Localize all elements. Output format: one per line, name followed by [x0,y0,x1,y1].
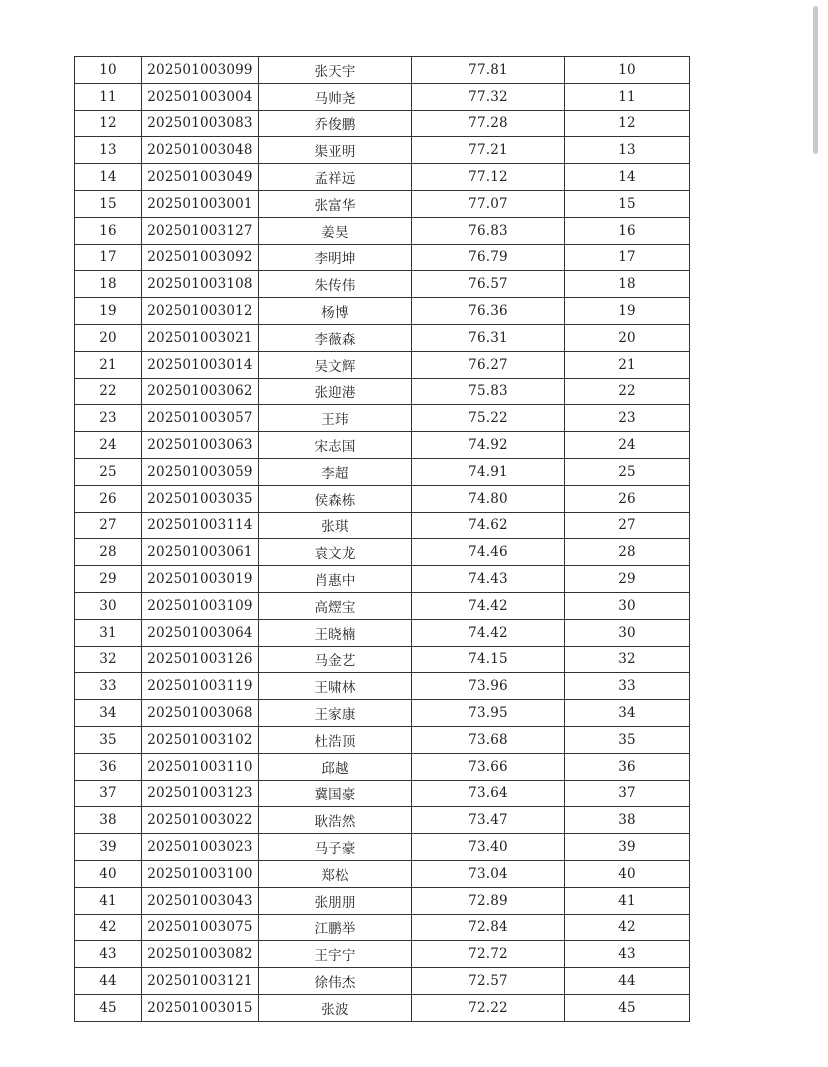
cell-rank: 36 [565,753,690,780]
cell-seq: 14 [75,164,142,191]
cell-rank: 13 [565,137,690,164]
cell-rank: 25 [565,458,690,485]
cell-seq: 27 [75,512,142,539]
cell-rank: 37 [565,780,690,807]
table-row [75,378,690,405]
scrollbar-thumb[interactable] [813,6,818,154]
cell-seq: 17 [75,244,142,271]
cell-seq: 11 [75,83,142,110]
cell-seq: 42 [75,914,142,941]
cell-rank: 19 [565,298,690,325]
cell-score: 72.84 [412,914,565,941]
cell-name: 张天宇 [259,57,412,84]
cell-rank: 44 [565,968,690,995]
cell-score: 77.12 [412,164,565,191]
cell-score: 74.91 [412,458,565,485]
cell-score: 76.31 [412,324,565,351]
cell-rank: 45 [565,994,690,1021]
cell-name: 袁文龙 [259,539,412,566]
cell-score: 73.66 [412,753,565,780]
table-row [75,834,690,861]
cell-seq: 36 [75,753,142,780]
cell-seq: 34 [75,700,142,727]
cell-rank: 29 [565,566,690,593]
cell-seq: 20 [75,324,142,351]
cell-rank: 39 [565,834,690,861]
cell-exam-id: 202501003012 [142,298,259,325]
cell-exam-id: 202501003126 [142,646,259,673]
table-row [75,968,690,995]
cell-rank: 21 [565,351,690,378]
cell-seq: 12 [75,110,142,137]
cell-exam-id: 202501003015 [142,994,259,1021]
cell-exam-id: 202501003022 [142,807,259,834]
table-row [75,271,690,298]
cell-name: 张富华 [259,190,412,217]
cell-rank: 40 [565,860,690,887]
cell-score: 74.15 [412,646,565,673]
cell-name: 高熤宝 [259,592,412,619]
cell-seq: 40 [75,860,142,887]
cell-exam-id: 202501003075 [142,914,259,941]
cell-score: 77.07 [412,190,565,217]
cell-score: 75.22 [412,405,565,432]
cell-score: 72.89 [412,887,565,914]
cell-seq: 22 [75,378,142,405]
cell-rank: 10 [565,57,690,84]
cell-name: 邱越 [259,753,412,780]
cell-score: 74.42 [412,619,565,646]
table-row [75,190,690,217]
table-row [75,807,690,834]
table-row [75,432,690,459]
table-row [75,298,690,325]
cell-score: 75.83 [412,378,565,405]
table-row [75,137,690,164]
cell-seq: 37 [75,780,142,807]
table-row [75,780,690,807]
cell-seq: 30 [75,592,142,619]
cell-seq: 32 [75,646,142,673]
cell-rank: 23 [565,405,690,432]
cell-seq: 18 [75,271,142,298]
cell-rank: 38 [565,807,690,834]
cell-score: 73.47 [412,807,565,834]
cell-seq: 13 [75,137,142,164]
cell-name: 王家康 [259,700,412,727]
table-row [75,646,690,673]
cell-score: 73.95 [412,700,565,727]
cell-exam-id: 202501003064 [142,619,259,646]
cell-seq: 38 [75,807,142,834]
cell-rank: 33 [565,673,690,700]
cell-exam-id: 202501003043 [142,887,259,914]
cell-seq: 44 [75,968,142,995]
cell-score: 74.80 [412,485,565,512]
table-row [75,592,690,619]
table-row [75,726,690,753]
cell-seq: 26 [75,485,142,512]
table-row [75,351,690,378]
cell-exam-id: 202501003023 [142,834,259,861]
cell-name: 张朋朋 [259,887,412,914]
cell-name: 张波 [259,994,412,1021]
cell-score: 73.64 [412,780,565,807]
cell-rank: 22 [565,378,690,405]
cell-seq: 39 [75,834,142,861]
cell-name: 冀国豪 [259,780,412,807]
table-row [75,83,690,110]
table-row [75,700,690,727]
cell-rank: 20 [565,324,690,351]
cell-name: 李明坤 [259,244,412,271]
table-row [75,244,690,271]
cell-exam-id: 202501003099 [142,57,259,84]
cell-seq: 19 [75,298,142,325]
cell-rank: 41 [565,887,690,914]
table-row [75,673,690,700]
cell-exam-id: 202501003068 [142,700,259,727]
cell-exam-id: 202501003014 [142,351,259,378]
table-row [75,458,690,485]
cell-exam-id: 202501003110 [142,753,259,780]
cell-score: 76.79 [412,244,565,271]
cell-exam-id: 202501003019 [142,566,259,593]
scrollbar-track[interactable] [818,0,824,1067]
cell-name: 杜浩顶 [259,726,412,753]
table-row [75,914,690,941]
cell-score: 76.36 [412,298,565,325]
table-row [75,57,690,84]
cell-name: 李超 [259,458,412,485]
cell-score: 74.62 [412,512,565,539]
cell-rank: 11 [565,83,690,110]
cell-rank: 30 [565,592,690,619]
table-row [75,994,690,1021]
cell-score: 77.32 [412,83,565,110]
cell-score: 73.40 [412,834,565,861]
cell-name: 姜昊 [259,217,412,244]
cell-rank: 43 [565,941,690,968]
cell-exam-id: 202501003059 [142,458,259,485]
cell-score: 73.68 [412,726,565,753]
cell-score: 74.92 [412,432,565,459]
cell-score: 74.43 [412,566,565,593]
table-row [75,405,690,432]
cell-score: 72.57 [412,968,565,995]
cell-score: 72.72 [412,941,565,968]
cell-seq: 23 [75,405,142,432]
table-row [75,941,690,968]
cell-score: 74.46 [412,539,565,566]
cell-name: 马金艺 [259,646,412,673]
cell-seq: 21 [75,351,142,378]
cell-name: 吴文辉 [259,351,412,378]
cell-exam-id: 202501003082 [142,941,259,968]
cell-exam-id: 202501003109 [142,592,259,619]
cell-rank: 14 [565,164,690,191]
cell-rank: 30 [565,619,690,646]
cell-exam-id: 202501003100 [142,860,259,887]
cell-exam-id: 202501003108 [142,271,259,298]
cell-exam-id: 202501003021 [142,324,259,351]
cell-exam-id: 202501003123 [142,780,259,807]
cell-rank: 32 [565,646,690,673]
cell-name: 李薇森 [259,324,412,351]
cell-seq: 28 [75,539,142,566]
cell-rank: 24 [565,432,690,459]
cell-name: 肖惠中 [259,566,412,593]
cell-seq: 10 [75,57,142,84]
cell-score: 76.83 [412,217,565,244]
cell-name: 马子豪 [259,834,412,861]
cell-name: 耿浩然 [259,807,412,834]
cell-score: 73.96 [412,673,565,700]
cell-rank: 28 [565,539,690,566]
cell-seq: 16 [75,217,142,244]
score-table-body [75,57,690,1022]
cell-exam-id: 202501003061 [142,539,259,566]
cell-exam-id: 202501003049 [142,164,259,191]
cell-score: 76.27 [412,351,565,378]
cell-score: 77.21 [412,137,565,164]
cell-exam-id: 202501003083 [142,110,259,137]
score-table [74,56,690,1022]
cell-score: 77.81 [412,57,565,84]
cell-rank: 16 [565,217,690,244]
cell-score: 76.57 [412,271,565,298]
cell-seq: 24 [75,432,142,459]
cell-exam-id: 202501003119 [142,673,259,700]
cell-score: 73.04 [412,860,565,887]
cell-name: 王宇宁 [259,941,412,968]
table-row [75,485,690,512]
table-row [75,110,690,137]
cell-name: 乔俊鹏 [259,110,412,137]
cell-exam-id: 202501003092 [142,244,259,271]
cell-name: 郑松 [259,860,412,887]
cell-exam-id: 202501003121 [142,968,259,995]
cell-rank: 42 [565,914,690,941]
cell-rank: 17 [565,244,690,271]
table-row [75,619,690,646]
cell-rank: 27 [565,512,690,539]
cell-name: 江鹏举 [259,914,412,941]
cell-seq: 25 [75,458,142,485]
cell-exam-id: 202501003102 [142,726,259,753]
cell-name: 张迎港 [259,378,412,405]
table-row [75,512,690,539]
cell-seq: 45 [75,994,142,1021]
cell-exam-id: 202501003114 [142,512,259,539]
table-row [75,217,690,244]
cell-name: 宋志国 [259,432,412,459]
cell-seq: 43 [75,941,142,968]
cell-name: 孟祥远 [259,164,412,191]
cell-seq: 41 [75,887,142,914]
cell-name: 王晓楠 [259,619,412,646]
table-row [75,753,690,780]
cell-seq: 33 [75,673,142,700]
cell-score: 74.42 [412,592,565,619]
cell-rank: 12 [565,110,690,137]
cell-score: 72.22 [412,994,565,1021]
cell-exam-id: 202501003001 [142,190,259,217]
table-row [75,887,690,914]
cell-name: 渠亚明 [259,137,412,164]
cell-seq: 31 [75,619,142,646]
cell-exam-id: 202501003063 [142,432,259,459]
table-row [75,164,690,191]
cell-name: 王啸林 [259,673,412,700]
cell-name: 王玮 [259,405,412,432]
cell-name: 张琪 [259,512,412,539]
cell-name: 杨博 [259,298,412,325]
cell-rank: 26 [565,485,690,512]
cell-name: 朱传伟 [259,271,412,298]
table-row [75,860,690,887]
cell-name: 徐伟杰 [259,968,412,995]
table-row [75,566,690,593]
cell-name: 马帅尧 [259,83,412,110]
table-row [75,539,690,566]
cell-exam-id: 202501003035 [142,485,259,512]
cell-exam-id: 202501003048 [142,137,259,164]
cell-seq: 29 [75,566,142,593]
cell-exam-id: 202501003004 [142,83,259,110]
cell-exam-id: 202501003057 [142,405,259,432]
cell-rank: 34 [565,700,690,727]
cell-seq: 15 [75,190,142,217]
table-row [75,324,690,351]
cell-exam-id: 202501003062 [142,378,259,405]
cell-rank: 35 [565,726,690,753]
cell-rank: 15 [565,190,690,217]
cell-rank: 18 [565,271,690,298]
cell-name: 侯森栋 [259,485,412,512]
cell-score: 77.28 [412,110,565,137]
cell-seq: 35 [75,726,142,753]
cell-exam-id: 202501003127 [142,217,259,244]
